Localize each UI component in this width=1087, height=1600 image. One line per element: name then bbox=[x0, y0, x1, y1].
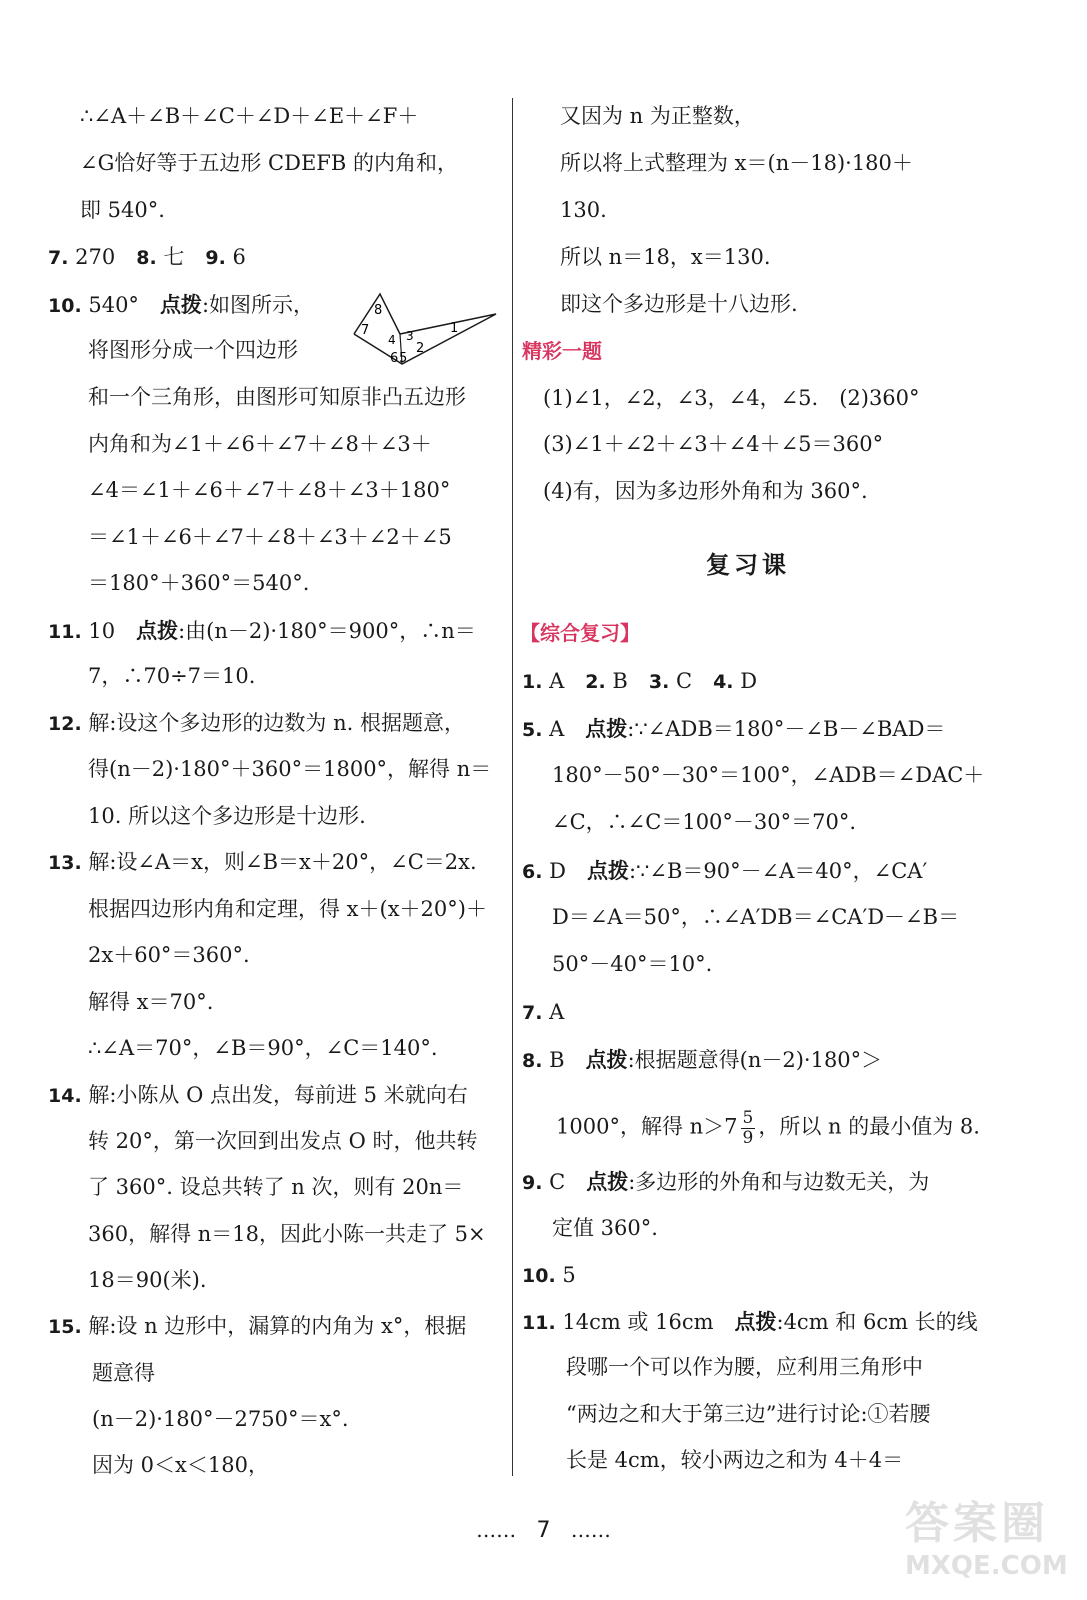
text-span: 段哪一个可以作为腰，应利用三角形中 bbox=[566, 1355, 923, 1379]
text-line bbox=[88, 434, 432, 455]
text-line bbox=[88, 573, 309, 594]
footer-dots-right: …… bbox=[570, 1518, 611, 1542]
text-span: 解:设∠A＝x，则∠B＝x＋20°，∠C＝2x. bbox=[81, 850, 477, 874]
text-span: 和一个三角形，由图形可知原非凸五边形 bbox=[88, 385, 466, 409]
fig-label-7: 7 bbox=[361, 323, 370, 338]
text-span: 130. bbox=[560, 198, 607, 222]
text-span: A bbox=[542, 669, 586, 693]
text-line bbox=[88, 759, 491, 780]
text-span: ∠C，∴∠C＝100°－30°＝70°. bbox=[552, 810, 857, 834]
question-number: 8. bbox=[136, 247, 157, 269]
text-span: 即 540°. bbox=[80, 198, 165, 222]
text-line bbox=[560, 106, 755, 127]
text-line bbox=[566, 1450, 903, 1471]
question-number: 15. bbox=[48, 1316, 82, 1338]
text-line bbox=[520, 623, 640, 644]
text-line bbox=[522, 341, 602, 362]
text-span: A bbox=[542, 1000, 565, 1024]
question-number: 11. bbox=[48, 621, 82, 643]
text-line bbox=[543, 434, 883, 455]
text-span: 点拨 bbox=[585, 716, 628, 741]
question-number: 5. bbox=[522, 719, 543, 741]
text-line bbox=[552, 765, 984, 786]
text-line bbox=[88, 1131, 477, 1152]
question-number: 6. bbox=[522, 861, 543, 883]
text-span: 点拨 bbox=[586, 858, 629, 883]
text-span: 1000°，解得 n＞7 bbox=[556, 1114, 738, 1139]
question-number: 8. bbox=[522, 1050, 543, 1072]
question-number: 2. bbox=[585, 671, 606, 693]
text-span: 7，∴70÷7＝10. bbox=[88, 664, 256, 688]
text-span: 定值 360°. bbox=[552, 1216, 658, 1240]
section-heading: 【综合复习】 bbox=[520, 621, 640, 645]
text-span: C bbox=[542, 1170, 587, 1194]
text-span: 转 20°，第一次回到出发点 O 时，他共转 bbox=[88, 1129, 478, 1153]
question-number: 7. bbox=[522, 1002, 543, 1024]
text-line bbox=[88, 1224, 486, 1245]
text-span: (1)∠1，∠2，∠3，∠4，∠5. (2)360° bbox=[543, 386, 920, 410]
text-line bbox=[522, 671, 757, 692]
text-span: ∠G恰好等于五边形 CDEFB 的内角和， bbox=[80, 151, 458, 175]
text-span: :∵∠B＝90°－∠A＝40°，∠CA′ bbox=[628, 859, 928, 883]
text-span: 所以 n＝18，x＝130. bbox=[560, 245, 771, 269]
watermark-logo bbox=[905, 1487, 1070, 1581]
text-line bbox=[48, 713, 465, 734]
text-line bbox=[92, 1455, 269, 1476]
text-span: D bbox=[733, 669, 758, 693]
text-line bbox=[48, 247, 246, 268]
text-line bbox=[88, 992, 213, 1013]
fig-label-2: 2 bbox=[416, 341, 425, 356]
question-number: 12. bbox=[48, 713, 82, 735]
text-span: 点拨 bbox=[734, 1309, 777, 1334]
text-line bbox=[80, 153, 458, 174]
text-span: :由(n－2)·180°＝900°，∴n＝ bbox=[178, 619, 476, 643]
text-line bbox=[88, 480, 450, 501]
text-span: :4cm 和 6cm 长的线 bbox=[776, 1310, 978, 1334]
fig-label-8: 8 bbox=[374, 303, 383, 318]
text-span: :∵∠ADB＝180°－∠B－∠BAD＝ bbox=[627, 717, 946, 741]
question-number: 7. bbox=[48, 247, 69, 269]
question-number: 14. bbox=[48, 1085, 82, 1107]
text-span: 180°－50°－30°＝100°，∠ADB＝∠DAC＋ bbox=[552, 763, 985, 787]
text-line bbox=[88, 806, 366, 827]
text-span: C bbox=[669, 669, 714, 693]
text-span: ∴∠A＋∠B＋∠C＋∠D＋∠E＋∠F＋ bbox=[80, 104, 419, 128]
watermark-top: 答案圈 bbox=[905, 1498, 1049, 1549]
fig-label-5: 5 bbox=[399, 351, 408, 366]
question-number: 4. bbox=[713, 671, 734, 693]
text-span: 根据四边形内角和定理，得 x＋(x＋20°)＋ bbox=[88, 897, 487, 921]
fraction bbox=[741, 1109, 756, 1147]
text-line bbox=[566, 1357, 923, 1378]
text-span: 540° bbox=[81, 293, 160, 317]
text-span: 6 bbox=[225, 245, 246, 269]
text-line bbox=[92, 1363, 155, 1384]
text-span: D＝∠A＝50°，∴∠A′DB＝∠CA′D－∠B＝ bbox=[552, 905, 960, 929]
text-span: ，所以 n 的最小值为 8. bbox=[758, 1114, 980, 1139]
text-span: 5 bbox=[555, 1263, 576, 1287]
text-line bbox=[88, 666, 255, 687]
text-line bbox=[88, 387, 466, 408]
section-heading: 精彩一题 bbox=[522, 339, 602, 363]
text-span: 点拨 bbox=[136, 618, 179, 643]
question-number: 11. bbox=[522, 1312, 556, 1334]
text-span: 解:小陈从 O 点出发，每前进 5 米就向右 bbox=[81, 1083, 468, 1107]
pentagon-figure bbox=[352, 292, 502, 372]
text-line bbox=[706, 553, 790, 577]
text-span: ∠4＝∠1＋∠6＋∠7＋∠8＋∠3＋180° bbox=[88, 478, 451, 502]
question-number: 9. bbox=[522, 1172, 543, 1194]
text-line bbox=[522, 1002, 564, 1023]
text-line bbox=[88, 899, 487, 920]
footer-dots-left: …… bbox=[476, 1518, 517, 1542]
fraction-numerator: 5 bbox=[742, 1108, 754, 1128]
text-span: 长是 4cm，较小两边之和为 4＋4＝ bbox=[566, 1448, 904, 1472]
text-span: 题意得 bbox=[92, 1361, 155, 1385]
fig-label-6: 6 bbox=[390, 351, 399, 366]
text-line bbox=[48, 1316, 466, 1337]
text-span: :如图所示， bbox=[201, 293, 315, 317]
text-span: A bbox=[542, 717, 586, 741]
text-span: B bbox=[605, 669, 649, 693]
text-span: 270 bbox=[68, 245, 137, 269]
text-span: ＝180°＋360°＝540°. bbox=[88, 571, 310, 595]
text-span: 又因为 n 为正整数， bbox=[560, 104, 755, 128]
text-span: (4)有，因为多边形外角和为 360°. bbox=[543, 479, 868, 503]
fig-label-4: 4 bbox=[388, 333, 396, 347]
text-line bbox=[522, 1171, 929, 1193]
question-number: 10. bbox=[48, 295, 82, 317]
text-span: :多边形的外角和与边数无关，为 bbox=[628, 1170, 930, 1194]
text-line bbox=[88, 1038, 438, 1059]
question-number: 13. bbox=[48, 852, 82, 874]
column-divider bbox=[512, 98, 513, 1476]
text-line bbox=[88, 527, 452, 548]
text-span: 2x＋60°＝360°. bbox=[88, 943, 250, 967]
text-span: 所以将上式整理为 x＝(n－18)·180＋ bbox=[560, 151, 913, 175]
text-span: 了 360°. 设总共转了 n 次，则有 20n＝ bbox=[88, 1175, 464, 1199]
text-line bbox=[48, 852, 477, 873]
question-number: 1. bbox=[522, 671, 543, 693]
text-line bbox=[552, 907, 959, 928]
text-line bbox=[522, 718, 945, 740]
text-line bbox=[48, 620, 476, 642]
text-line bbox=[560, 247, 771, 268]
text-span: 内角和为∠1＋∠6＋∠7＋∠8＋∠3＋ bbox=[88, 432, 432, 456]
text-span: 解:设 n 边形中，漏算的内角为 x°，根据 bbox=[81, 1314, 467, 1338]
text-span: D bbox=[542, 859, 587, 883]
text-span: 点拨 bbox=[586, 1169, 629, 1194]
text-line bbox=[543, 388, 920, 409]
text-span: 360，解得 n＝18，因此小陈一共走了 5× bbox=[88, 1222, 486, 1246]
text-span: 解:设这个多边形的边数为 n. 根据题意， bbox=[81, 711, 465, 735]
text-line bbox=[560, 294, 798, 315]
text-line bbox=[543, 481, 868, 502]
text-span: (3)∠1＋∠2＋∠3＋∠4＋∠5＝360° bbox=[543, 432, 884, 456]
page-number: 7 bbox=[536, 1518, 551, 1543]
text-span: 点拨 bbox=[585, 1047, 628, 1072]
text-line bbox=[80, 200, 165, 221]
text-line bbox=[560, 153, 913, 174]
text-span: 18＝90(米). bbox=[88, 1268, 207, 1292]
question-number: 3. bbox=[648, 671, 670, 693]
text-line bbox=[560, 200, 607, 221]
text-span: 将图形分成一个四边形 bbox=[88, 338, 298, 362]
text-span: 50°－40°＝10°. bbox=[552, 952, 713, 976]
watermark-bottom: MXQE.COM bbox=[905, 1551, 1068, 1581]
question-number: 9. bbox=[205, 247, 226, 269]
text-line bbox=[522, 860, 927, 882]
text-span: 14cm 或 16cm bbox=[555, 1310, 735, 1334]
text-line bbox=[552, 812, 856, 833]
text-span: B bbox=[542, 1048, 586, 1072]
text-line bbox=[88, 1270, 207, 1291]
question-number: 10. bbox=[522, 1265, 556, 1287]
text-line bbox=[556, 1109, 980, 1147]
text-line bbox=[522, 1049, 882, 1071]
fig-label-1: 1 bbox=[450, 321, 459, 336]
text-span: “两边之和大于第三边”进行讨论:①若腰 bbox=[566, 1402, 931, 1426]
text-span: 得(n－2)·180°＋360°＝1800°，解得 n＝ bbox=[88, 757, 492, 781]
text-line bbox=[88, 340, 298, 361]
text-span: (n－2)·180°－2750°＝x°. bbox=[92, 1407, 349, 1431]
text-line bbox=[552, 1218, 658, 1239]
text-span: 10. 所以这个多边形是十边形. bbox=[88, 804, 366, 828]
text-line bbox=[80, 106, 418, 127]
text-span: ＝∠1＋∠6＋∠7＋∠8＋∠3＋∠2＋∠5 bbox=[88, 525, 452, 549]
text-line bbox=[92, 1409, 349, 1430]
text-line bbox=[522, 1311, 978, 1333]
text-span: 10 bbox=[81, 619, 137, 643]
text-span: ∴∠A＝70°，∠B＝90°，∠C＝140°. bbox=[88, 1036, 438, 1060]
text-line bbox=[552, 954, 712, 975]
fig-label-3: 3 bbox=[406, 329, 414, 343]
text-line bbox=[48, 1085, 468, 1106]
text-line bbox=[88, 1177, 463, 1198]
chapter-title: 复习课 bbox=[706, 551, 790, 579]
text-span: 因为 0＜x＜180， bbox=[92, 1453, 269, 1477]
text-span: 七 bbox=[156, 245, 206, 269]
text-line bbox=[48, 294, 314, 316]
fraction-denominator: 9 bbox=[742, 1127, 754, 1148]
text-line bbox=[88, 945, 250, 966]
text-span: :根据题意得(n－2)·180°＞ bbox=[627, 1048, 883, 1072]
text-line bbox=[522, 1265, 576, 1286]
text-span: 即这个多边形是十八边形. bbox=[560, 292, 798, 316]
text-span: 解得 x＝70°. bbox=[88, 990, 214, 1014]
text-line bbox=[566, 1404, 931, 1425]
text-span: 点拨 bbox=[159, 292, 202, 317]
